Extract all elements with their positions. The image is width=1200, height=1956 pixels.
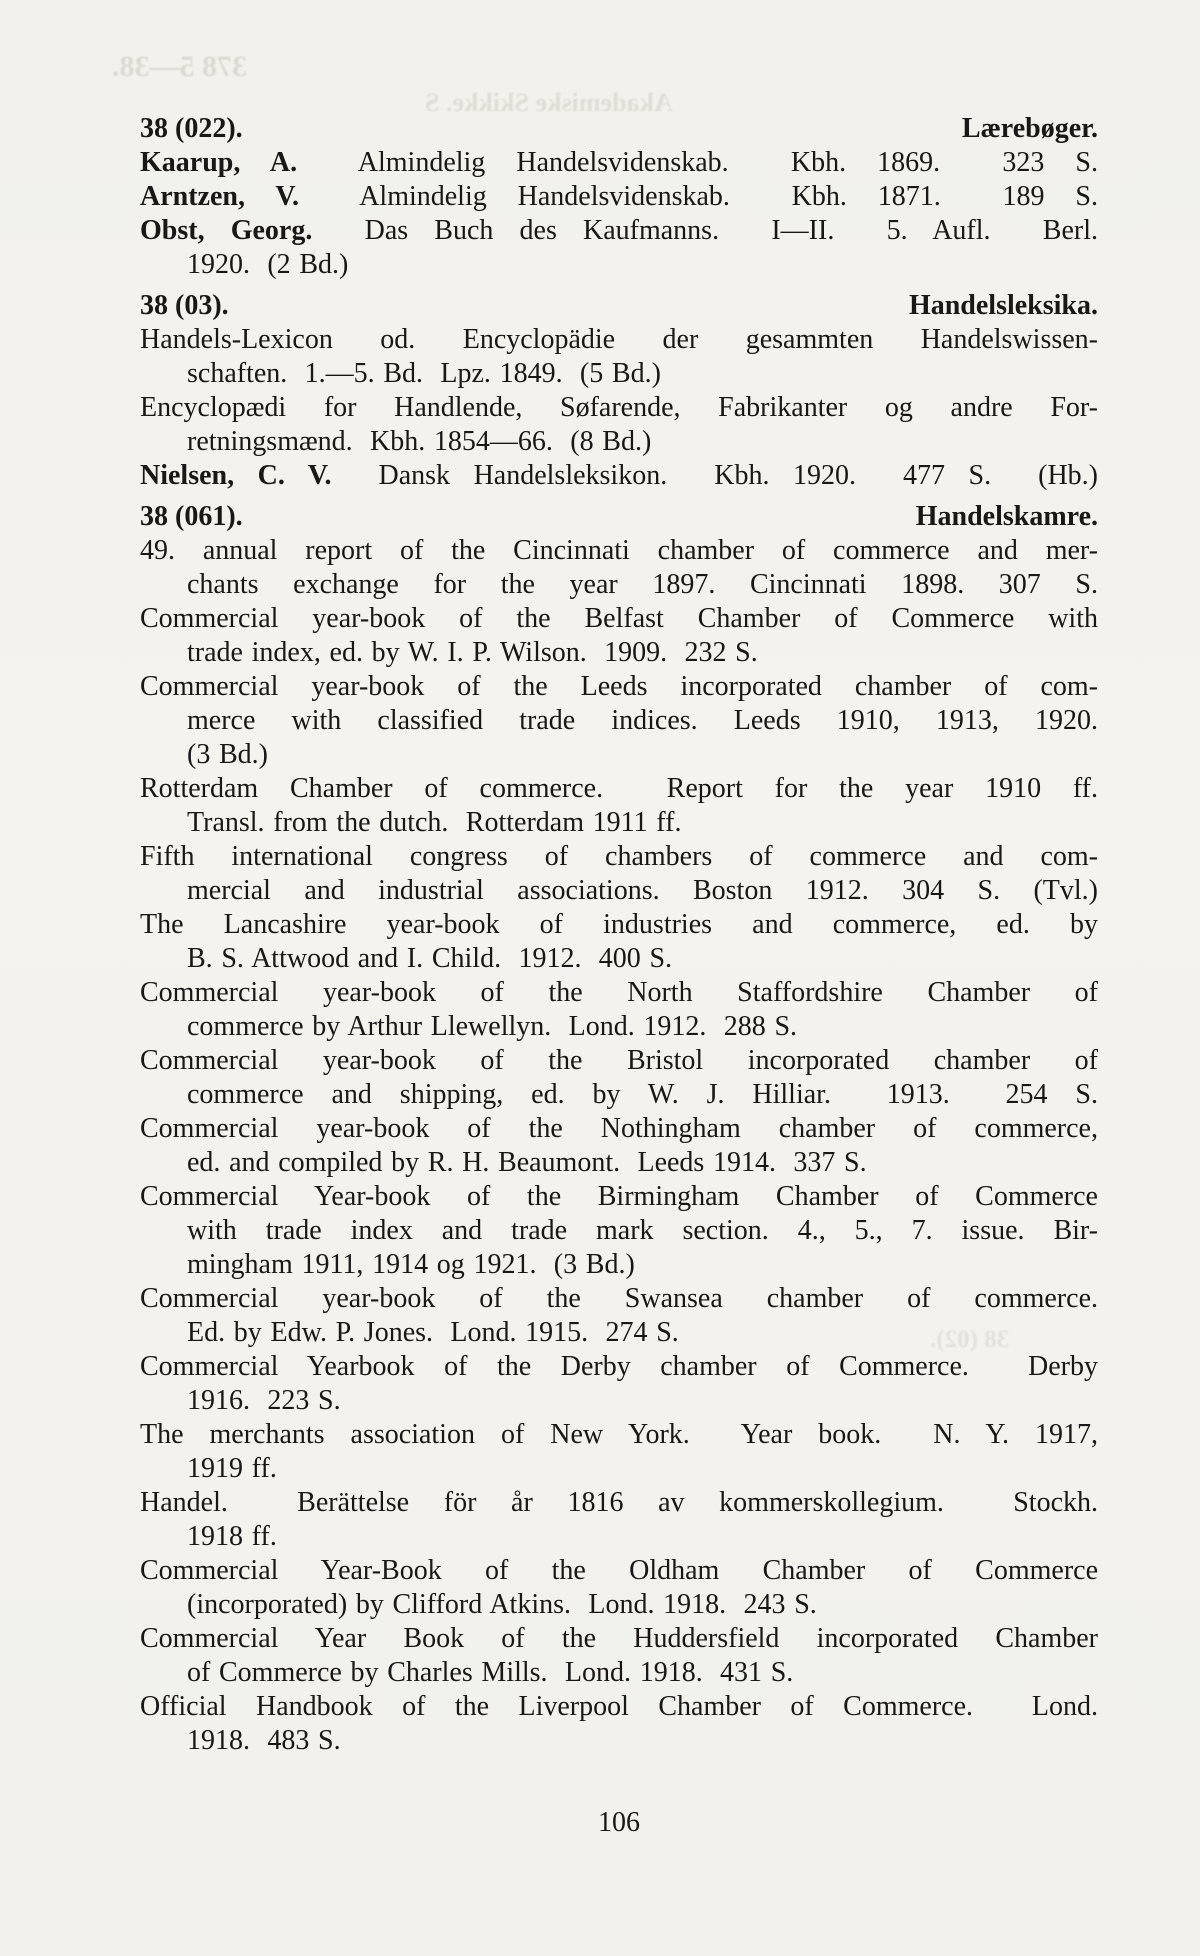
- entry-line: [140, 323, 1098, 357]
- entry-text: Handels-Lexicon od. Encyclopädie der gesammten Handelswissen-: [140, 324, 1098, 355]
- section-code: 38 (022).: [140, 113, 243, 144]
- catalog-entry: [140, 1622, 1098, 1690]
- entry-line: [140, 357, 1098, 391]
- entry-line: [140, 1724, 1098, 1758]
- catalog-section: [140, 500, 1098, 1758]
- entry-text: 1916. 223 S.: [187, 1385, 341, 1416]
- entry-text: B. S. Attwood and I. Child. 1912. 400 S.: [187, 943, 673, 974]
- entry-author: Kaarup, A.: [140, 147, 298, 178]
- entry-line: [140, 1350, 1098, 1384]
- entry-line: [140, 942, 1098, 976]
- entry-text: Rotterdam Chamber of commerce. Report for the year 1910 ff.: [140, 773, 1098, 804]
- page-number: 106: [598, 1807, 640, 1838]
- entry-line: [140, 1146, 1098, 1180]
- entry-text: Almindelig Handelsvidenskab. Kbh. 1869. 323 S.: [297, 147, 1098, 178]
- entry-text: 1918 ff.: [187, 1521, 277, 1552]
- entry-text: Commercial year-book of the Belfast Chamber of Commerce with: [140, 603, 1098, 634]
- entry-line: [140, 1248, 1098, 1282]
- entry-text: Commercial year-book of the Swansea chamber of commerce.: [140, 1283, 1098, 1314]
- section-header: [140, 500, 1098, 534]
- entry-text: 1920. (2 Bd.): [187, 249, 349, 280]
- entry-text: The merchants association of New York. Year book. N. Y. 1917,: [140, 1419, 1098, 1450]
- entry-text: trade index, ed. by W. I. P. Wilson. 1909. 232 S.: [187, 637, 758, 668]
- entry-line: [140, 908, 1098, 942]
- entry-line: [140, 1010, 1098, 1044]
- entry-line: [140, 1656, 1098, 1690]
- catalog-entry: [140, 391, 1098, 459]
- bleedthrough-text-top-left: 378 5—38.: [112, 50, 247, 83]
- entry-text: Commercial Yearbook of the Derby chamber of Commerce. Derby: [140, 1351, 1098, 1382]
- entry-text: (3 Bd.): [187, 739, 269, 770]
- entry-text: 1918. 483 S.: [187, 1725, 341, 1756]
- entry-text: (incorporated) by Clifford Atkins. Lond. 1918. 243 S.: [187, 1589, 817, 1620]
- entry-text: 49. annual report of the Cincinnati chamber of commerce and mer-: [140, 535, 1098, 566]
- entry-line: [140, 1112, 1098, 1146]
- entry-text: Commercial year-book of the Leeds incorporated chamber of com-: [140, 671, 1098, 702]
- catalog-entry: [140, 840, 1098, 908]
- catalog-entry: [140, 146, 1098, 180]
- catalog-section: [140, 289, 1098, 493]
- entry-line: [140, 1316, 1098, 1350]
- entry-text: commerce and shipping, ed. by W. J. Hilliar. 1913. 254 S.: [187, 1079, 1098, 1110]
- entry-text: Commercial year-book of the North Staffordshire Chamber of: [140, 977, 1098, 1008]
- entry-text: commerce by Arthur Llewellyn. Lond. 1912. 288 S.: [187, 1011, 798, 1042]
- catalog-entry: [140, 1554, 1098, 1622]
- entry-text: Handel. Berättelse för år 1816 av kommerskollegium. Stockh.: [140, 1487, 1098, 1518]
- catalog-section: [140, 112, 1098, 282]
- catalog-entry: [140, 976, 1098, 1044]
- entry-line: [140, 1044, 1098, 1078]
- section-heading: Handelsleksika.: [908, 290, 1098, 321]
- entry-line: [140, 806, 1098, 840]
- entry-text: Commercial year-book of the Bristol incorporated chamber of: [140, 1045, 1098, 1076]
- entry-line: [140, 1180, 1098, 1214]
- entry-text: Official Handbook of the Liverpool Chamber of Commerce. Lond.: [140, 1691, 1098, 1722]
- catalog-entry: [140, 1486, 1098, 1554]
- entry-line: [140, 1554, 1098, 1588]
- entry-line: [140, 976, 1098, 1010]
- entry-text: Fifth international congress of chambers of commerce and com-: [140, 841, 1098, 872]
- catalog-entry: [140, 1112, 1098, 1180]
- entry-line: [140, 1690, 1098, 1724]
- section-heading: Lærebøger.: [961, 113, 1098, 144]
- entry-line: [140, 459, 1098, 493]
- section-header: [140, 289, 1098, 323]
- catalog-entry: [140, 908, 1098, 976]
- entry-author: Nielsen, C. V.: [140, 460, 332, 491]
- entry-text: Das Buch des Kaufmanns. I—II. 5. Aufl. Berl.: [312, 215, 1098, 246]
- entry-line: [140, 146, 1098, 180]
- catalog-entry: [140, 534, 1098, 602]
- entry-line: [140, 425, 1098, 459]
- entry-line: [140, 1622, 1098, 1656]
- entry-line: [140, 670, 1098, 704]
- section-code: 38 (03).: [140, 290, 229, 321]
- entry-text: Commercial Year Book of the Huddersfield incorporated Chamber: [140, 1623, 1098, 1654]
- entry-text: ed. and compiled by R. H. Beaumont. Leeds 1914. 337 S.: [187, 1147, 867, 1178]
- catalog-entry: [140, 1044, 1098, 1112]
- entry-text: with trade index and trade mark section. 4., 5., 7. issue. Bir-: [187, 1215, 1098, 1246]
- entry-text: Ed. by Edw. P. Jones. Lond. 1915. 274 S.: [187, 1317, 679, 1348]
- entry-line: [140, 391, 1098, 425]
- catalog-entry: [140, 1180, 1098, 1282]
- catalog-entry: [140, 602, 1098, 670]
- entry-text: chants exchange for the year 1897. Cincinnati 1898. 307 S.: [187, 569, 1098, 600]
- entry-line: [140, 1452, 1098, 1486]
- catalog-entry: [140, 1350, 1098, 1418]
- entry-line: [140, 772, 1098, 806]
- entry-text: mercial and industrial associations. Boston 1912. 304 S. (Tvl.): [187, 875, 1098, 906]
- entry-line: [140, 1418, 1098, 1452]
- catalog-entry: [140, 1282, 1098, 1350]
- entry-line: [140, 180, 1098, 214]
- bleedthrough-text-mid-right: 38 (02).: [930, 1326, 1010, 1353]
- entry-line: [140, 1520, 1098, 1554]
- entry-line: [140, 1214, 1098, 1248]
- entry-text: Almindelig Handelsvidenskab. Kbh. 1871. 189 S.: [298, 181, 1098, 212]
- section-header: [140, 112, 1098, 146]
- entry-line: [140, 248, 1098, 282]
- entry-line: [140, 874, 1098, 908]
- catalog-entry: [140, 1690, 1098, 1758]
- entry-line: [140, 534, 1098, 568]
- entry-text: Dansk Handelsleksikon. Kbh. 1920. 477 S. (Hb.): [331, 460, 1098, 491]
- catalog-entry: [140, 459, 1098, 493]
- entry-line: [140, 214, 1098, 248]
- bleedthrough-text-top-right: Akademiske Skikke. S: [425, 88, 673, 117]
- entry-text: Commercial year-book of the Nothingham chamber of commerce,: [140, 1113, 1098, 1144]
- entry-author: Obst, Georg.: [140, 215, 313, 246]
- catalog-entry: [140, 323, 1098, 391]
- entry-text: mingham 1911, 1914 og 1921. (3 Bd.): [187, 1249, 635, 1280]
- content: [140, 112, 1098, 1758]
- catalog-entry: [140, 180, 1098, 214]
- entry-text: The Lancashire year-book of industries and commerce, ed. by: [140, 909, 1098, 940]
- section-code: 38 (061).: [140, 501, 243, 532]
- catalog-entry: [140, 772, 1098, 840]
- entry-line: [140, 1384, 1098, 1418]
- entry-text: Commercial Year-Book of the Oldham Chamber of Commerce: [140, 1555, 1098, 1586]
- entry-text: 1919 ff.: [187, 1453, 277, 1484]
- entry-author: Arntzen, V.: [140, 181, 299, 212]
- entry-text: schaften. 1.—5. Bd. Lpz. 1849. (5 Bd.): [187, 358, 661, 389]
- entry-text: of Commerce by Charles Mills. Lond. 1918. 431 S.: [187, 1657, 794, 1688]
- entry-text: Commercial Year-book of the Birmingham Chamber of Commerce: [140, 1181, 1098, 1212]
- entry-line: [140, 1078, 1098, 1112]
- entry-line: [140, 1486, 1098, 1520]
- entry-text: Encyclopædi for Handlende, Søfarende, Fabrikanter og andre For-: [140, 392, 1098, 423]
- entry-text: merce with classified trade indices. Leeds 1910, 1913, 1920.: [187, 705, 1098, 736]
- entry-line: [140, 1588, 1098, 1622]
- entry-line: [140, 636, 1098, 670]
- catalog-entry: [140, 1418, 1098, 1486]
- section-heading: Handelskamre.: [915, 501, 1098, 532]
- entry-line: [140, 738, 1098, 772]
- entry-line: [140, 1282, 1098, 1316]
- catalog-entry: [140, 214, 1098, 282]
- entry-text: Transl. from the dutch. Rotterdam 1911 ff.: [187, 807, 682, 838]
- entry-line: [140, 704, 1098, 738]
- entry-line: [140, 602, 1098, 636]
- entry-text: retningsmænd. Kbh. 1854—66. (8 Bd.): [187, 426, 652, 457]
- entry-line: [140, 568, 1098, 602]
- entry-line: [140, 840, 1098, 874]
- catalog-entry: [140, 670, 1098, 772]
